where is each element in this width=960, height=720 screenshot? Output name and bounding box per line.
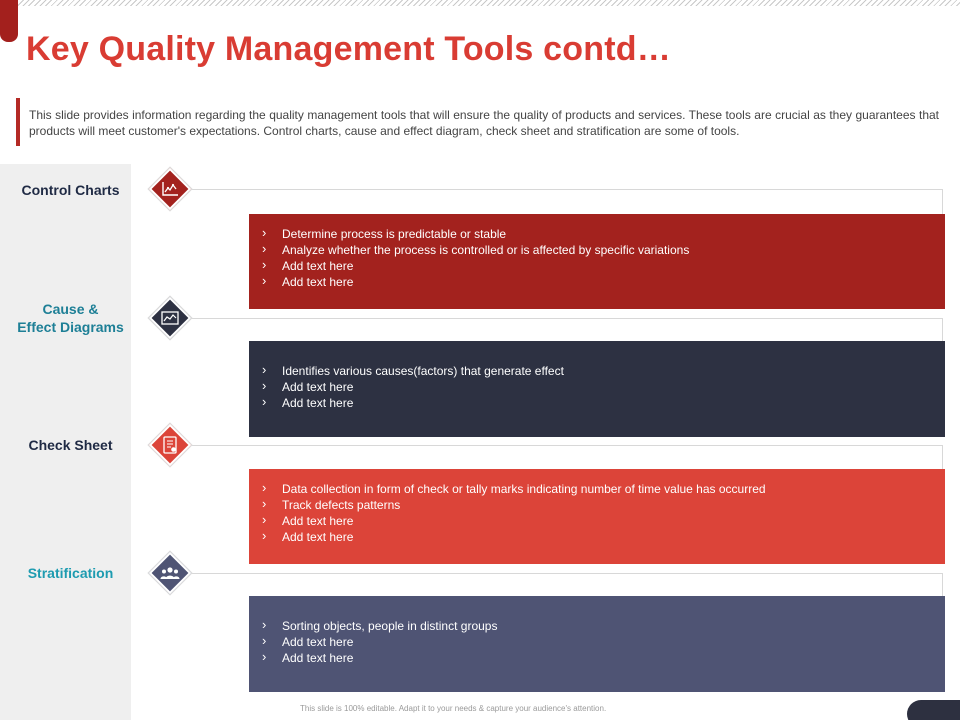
panel-cause-effect (249, 341, 945, 437)
connector-line-stratification (170, 573, 943, 596)
corner-decoration (907, 700, 960, 720)
bullet-item: › Add text here (262, 274, 945, 290)
connector-line-control-charts (170, 189, 943, 214)
chart-board-icon (149, 297, 191, 339)
bullet-item: › Sorting objects, people in distinct groups (262, 618, 945, 634)
people-group-icon (149, 552, 191, 594)
tool-label-check-sheet: Check Sheet (28, 437, 113, 453)
tool-label-cause-effect (0, 300, 141, 336)
bullet-item: › Identifies various causes(factors) that generate effect (262, 363, 945, 379)
bullet-item: › Data collection in form of check or tally marks indicating number of time value has occurred (262, 481, 945, 497)
bullet-item: › Add text here (262, 379, 945, 395)
bullet-item: › Add text here (262, 513, 945, 529)
bullet-item: › Determine process is predictable or stable (262, 226, 945, 242)
slide-description: This slide provides information regarding the quality management tools that will ensure the quality of products and services. These tools are crucial as they guarantees that products will meet customer's expectations. Control charts, cause and effect diagram, check sheet and stratification are some of tools. (29, 108, 939, 138)
bullet-item: › Analyze whether the process is controlled or is affected by specific variations (262, 242, 945, 258)
top-accent-tab (0, 0, 18, 42)
panel-stratification (249, 596, 945, 692)
bullet-item: › Track defects patterns (262, 497, 945, 513)
slide-title: Key Quality Management Tools contd… (26, 30, 671, 68)
tool-label-cause-effect-line2: Effect Diagrams (17, 319, 124, 335)
footer-note: This slide is 100% editable. Adapt it to your needs & capture your audience's attention. (300, 704, 607, 713)
panel-check-sheet (249, 469, 945, 564)
connector-line-cause-effect (170, 318, 943, 341)
bullet-item: › Add text here (262, 650, 945, 666)
description-accent-bar (16, 98, 20, 146)
panel-control-charts (249, 214, 945, 309)
bullet-item: › Add text here (262, 395, 945, 411)
tool-label-control-charts: Control Charts (21, 182, 120, 198)
tool-label-stratification: Stratification (27, 565, 114, 581)
tool-label-cause-effect-line1: Cause & (42, 301, 99, 317)
document-check-icon (149, 424, 191, 466)
bullet-item: › Add text here (262, 258, 945, 274)
bullet-item: › Add text here (262, 634, 945, 650)
connector-line-check-sheet (170, 445, 943, 469)
top-hatch-decoration (0, 0, 960, 6)
control-chart-icon (149, 168, 191, 210)
bullet-item: › Add text here (262, 529, 945, 545)
